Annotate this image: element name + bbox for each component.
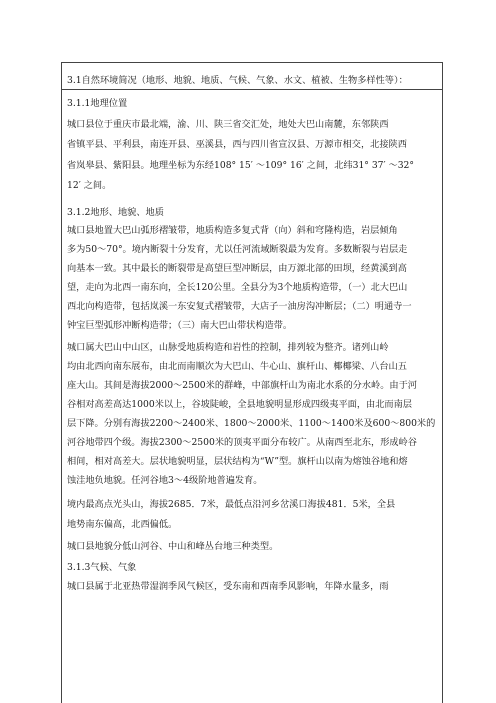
paragraph-line: 河谷地带四个级。海拔2300～2500米的顶夷平面分布较广。从南西至北东，形成岭谷 (67, 437, 417, 448)
paragraph-line: 省镇平县、平利县，南连开县、巫溪县，西与四川省宣汉县、万源市相交，北接陕西 (67, 139, 407, 150)
paragraph-line: 城口县地置大巴山弧形褶皱带，地质构造多复式背（向）斜和穹隆构造，岩层倾角 (67, 225, 398, 236)
paragraph-line: 向基本一致。其中最长的断裂带是高望巨型冲断层，由万源北部的田坝，经黄溪到高 (67, 263, 407, 274)
paragraph-line: 座大山。其间是海拔2000～2500米的群峰，中部旗杆山为南北水系的分水岭。由于河 (67, 380, 417, 391)
table-top-border (61, 62, 443, 63)
paragraph-line: 谷相对高差高达1000米以上，谷坡陡峻，全县地貌明显形成四级夷平面，由北而南层 (67, 399, 412, 410)
section-heading-3-1-3: 3.1.3气候、气象 (67, 562, 137, 573)
paragraph-line: 12′ 之间。 (67, 180, 112, 191)
paragraph-line: 钟宝巨型弧形冲断构造带；（三）南大巴山带状构造带。 (67, 320, 293, 331)
paragraph-line: 西北向构造带，包括岚溪一东安复式褶皱带，大店子一油房沟冲断层；（二）明通寺一 (67, 301, 412, 312)
paragraph-line: 相间，相对高差大。层状地貌明显，层状结构为“W”型。旗杆山以南为熔蚀谷地和熔 (67, 456, 408, 467)
paragraph-line: 多为50～70°。境内断裂十分发育，尤以任河流域断裂最为发育。多数断裂与岩层走 (67, 244, 408, 255)
paragraph-line: 境内最高点光头山，海拔2685．7米，最低点沿河乡岔溪口海拔481．5米，全县 (67, 499, 396, 510)
paragraph-line: 城口县位于重庆市最北端，渝、川、陕三省交汇处，地处大巴山南麓，东邻陕西 (67, 119, 389, 130)
section-heading-3-1-1: 3.1.1地理位置 (67, 98, 128, 109)
paragraph-line: 均由北西向南东展布，由北而南顺次为大巴山、牛心山、旗杆山、椰椰梁、八台山五 (67, 361, 407, 372)
paragraph-line: 层下降。分别有海拔2200～2400米、1800～2000米、1100～1400米及600～800米的 (67, 418, 436, 429)
paragraph-line: 蚀洼地负地貌。任河谷地3～4级阶地普遍发育。 (67, 475, 263, 486)
paragraph-line: 城口县地貌分低山河谷、中山和峰丛台地三种类型。 (67, 541, 279, 552)
paragraph-line: 地势南东偏高，北西偏低。 (67, 519, 178, 530)
paragraph-line: 省岚皋县、紫阳县。地理坐标为东经108° 15′ ～109° 16′ 之间，北纬31° 37′ ～32° (67, 160, 414, 171)
heading-row-divider (61, 89, 443, 90)
section-heading-3-1-2: 3.1.2地形、地貌、地质 (67, 207, 164, 218)
paragraph-line: 城口属大巴山中山区，山脉受地质构造和岩性的控制，排列较为整齐。诸列山岭 (67, 342, 389, 353)
paragraph-line: 城口县属于北亚热带湿润季风气候区，受东南和西南季风影响，年降水量多，雨 (67, 581, 389, 592)
section-heading-3-1: 3.1自然环境简况（地形、地貌、地质、气候、气象、水文、植被、生物多样性等）： (67, 75, 408, 86)
paragraph-line: 望，走向为北西一南东向，全长120公里。全县分为3个地质构造带，（一）北大巴山 (67, 282, 408, 293)
